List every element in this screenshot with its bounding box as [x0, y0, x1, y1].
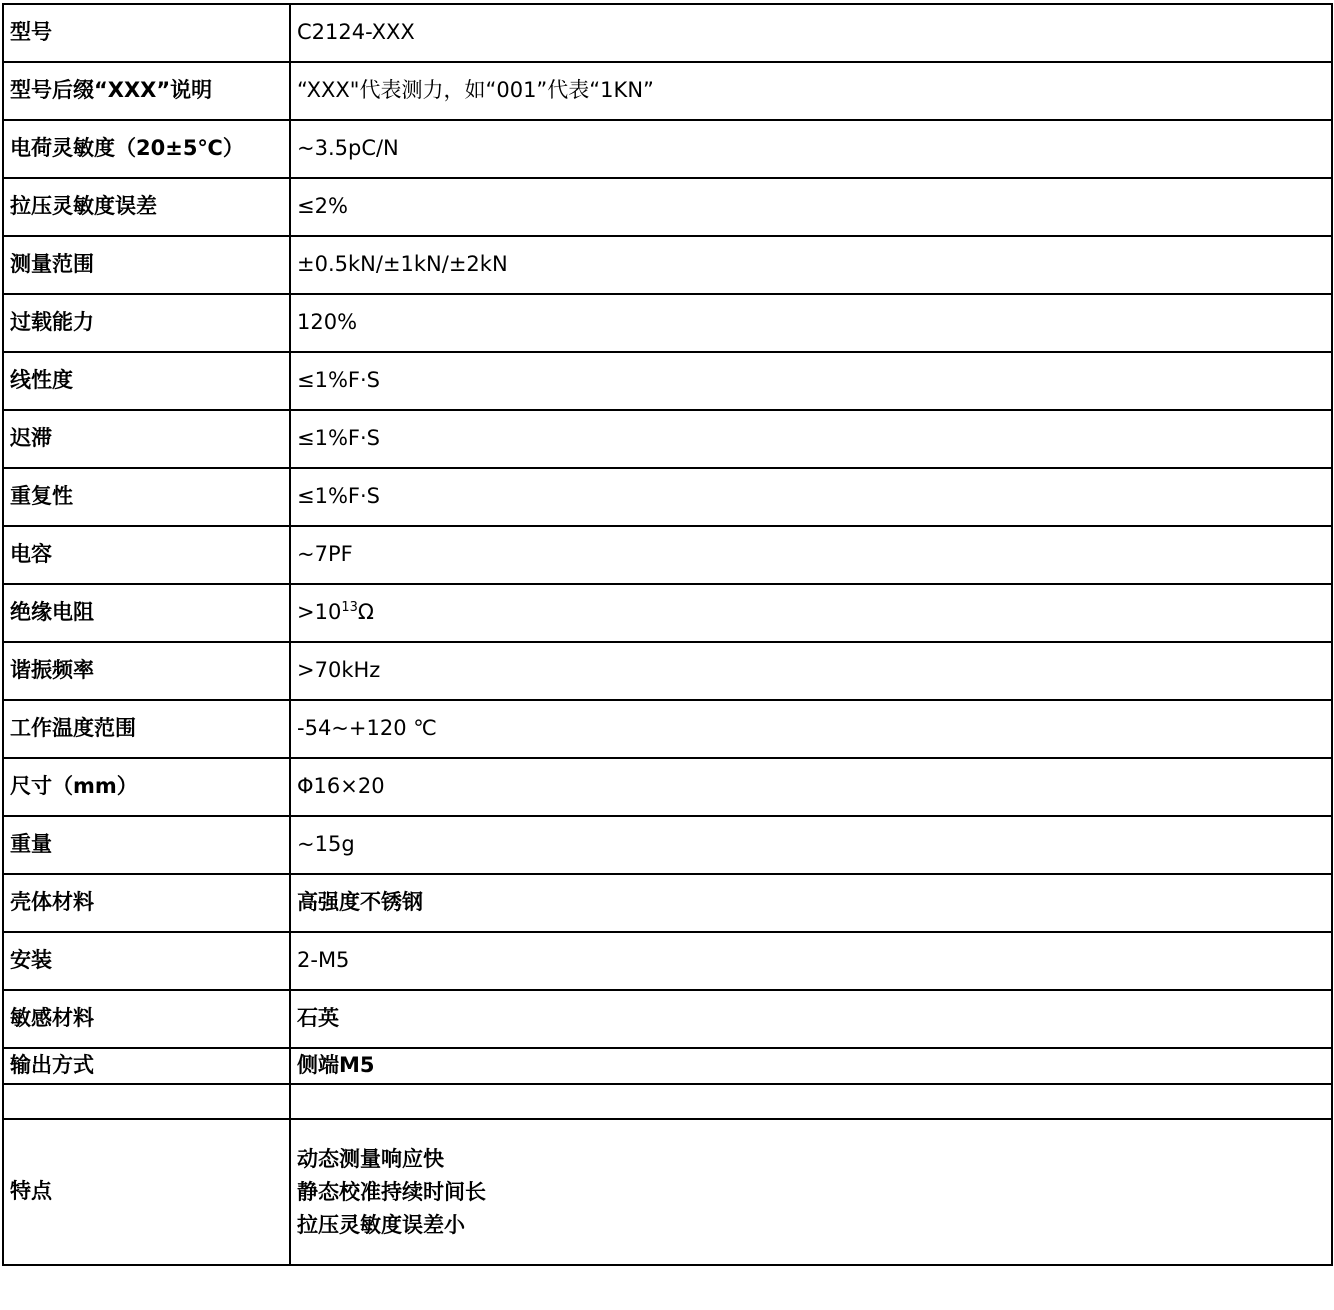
- table-row: [3, 4, 1332, 62]
- table-row: [3, 816, 1332, 874]
- row-label-model: 型号: [3, 4, 290, 62]
- table-row: [3, 874, 1332, 932]
- table-row: [3, 584, 1332, 642]
- table-row: [3, 1119, 1332, 1265]
- row-label-sensing-material: 敏感材料: [3, 990, 290, 1048]
- row-label-dimensions: 尺寸（mm）: [3, 758, 290, 816]
- feature-item: 拉压灵敏度误差小: [297, 1212, 465, 1237]
- row-value-overload: 120%: [290, 294, 1332, 352]
- row-label-insulation: 绝缘电阻: [3, 584, 290, 642]
- table-row: [3, 526, 1332, 584]
- table-row: [3, 294, 1332, 352]
- table-row: [3, 352, 1332, 410]
- row-value-temperature: -54~+120 ℃: [290, 700, 1332, 758]
- row-label-linearity: 线性度: [3, 352, 290, 410]
- table-row: [3, 642, 1332, 700]
- row-label-capacitance: 电容: [3, 526, 290, 584]
- table-row: [3, 410, 1332, 468]
- table-row: [3, 62, 1332, 120]
- row-label-resonance: 谐振频率: [3, 642, 290, 700]
- row-label-output: 输出方式: [3, 1048, 290, 1084]
- row-value-sensing-material: 石英: [290, 990, 1332, 1048]
- row-value-weight: ~15g: [290, 816, 1332, 874]
- row-value-sensitivity-error: ≤2%: [290, 178, 1332, 236]
- row-label-empty: [3, 1084, 290, 1119]
- row-value-repeatability: ≤1%F·S: [290, 468, 1332, 526]
- feature-item: 静态校准持续时间长: [297, 1179, 486, 1204]
- row-label-overload: 过载能力: [3, 294, 290, 352]
- spec-table: [2, 3, 1333, 1266]
- feature-item: 动态测量响应快: [297, 1146, 444, 1171]
- row-value-mounting: 2-M5: [290, 932, 1332, 990]
- row-label-mounting: 安装: [3, 932, 290, 990]
- table-row: [3, 758, 1332, 816]
- row-label-weight: 重量: [3, 816, 290, 874]
- row-value-empty: [290, 1084, 1332, 1119]
- table-row: [3, 120, 1332, 178]
- row-value-housing: 高强度不锈钢: [290, 874, 1332, 932]
- row-value-hysteresis: ≤1%F·S: [290, 410, 1332, 468]
- table-row: [3, 700, 1332, 758]
- row-value-capacitance: ~7PF: [290, 526, 1332, 584]
- row-label-temperature: 工作温度范围: [3, 700, 290, 758]
- table-row: [3, 990, 1332, 1048]
- row-value-dimensions: Φ16×20: [290, 758, 1332, 816]
- row-value-insulation: [290, 584, 1332, 642]
- table-row: [3, 178, 1332, 236]
- row-value-resonance: >70kHz: [290, 642, 1332, 700]
- row-label-suffix: 型号后缀“XXX”说明: [3, 62, 290, 120]
- insulation-exponent: 13: [341, 600, 358, 616]
- row-label-hysteresis: 迟滞: [3, 410, 290, 468]
- insulation-prefix: >10: [297, 600, 342, 625]
- row-value-charge-sensitivity: ~3.5pC/N: [290, 120, 1332, 178]
- row-value-linearity: ≤1%F·S: [290, 352, 1332, 410]
- row-label-sensitivity-error: 拉压灵敏度误差: [3, 178, 290, 236]
- row-value-suffix: “XXX"代表测力，如“001”代表“1KN”: [290, 62, 1332, 120]
- table-row: [3, 236, 1332, 294]
- insulation-unit: Ω: [357, 600, 374, 625]
- row-value-model: C2124-XXX: [290, 4, 1332, 62]
- row-label-charge-sensitivity: 电荷灵敏度（20±5℃）: [3, 120, 290, 178]
- table-row: [3, 932, 1332, 990]
- table-row: [3, 1048, 1332, 1084]
- row-label-housing: 壳体材料: [3, 874, 290, 932]
- row-value-range: ±0.5kN/±1kN/±2kN: [290, 236, 1332, 294]
- row-value-output: 侧端M5: [290, 1048, 1332, 1084]
- row-label-range: 测量范围: [3, 236, 290, 294]
- table-row: [3, 1084, 1332, 1119]
- table-row: [3, 468, 1332, 526]
- row-value-features: [290, 1119, 1332, 1265]
- row-label-repeatability: 重复性: [3, 468, 290, 526]
- row-label-features: 特点: [3, 1119, 290, 1265]
